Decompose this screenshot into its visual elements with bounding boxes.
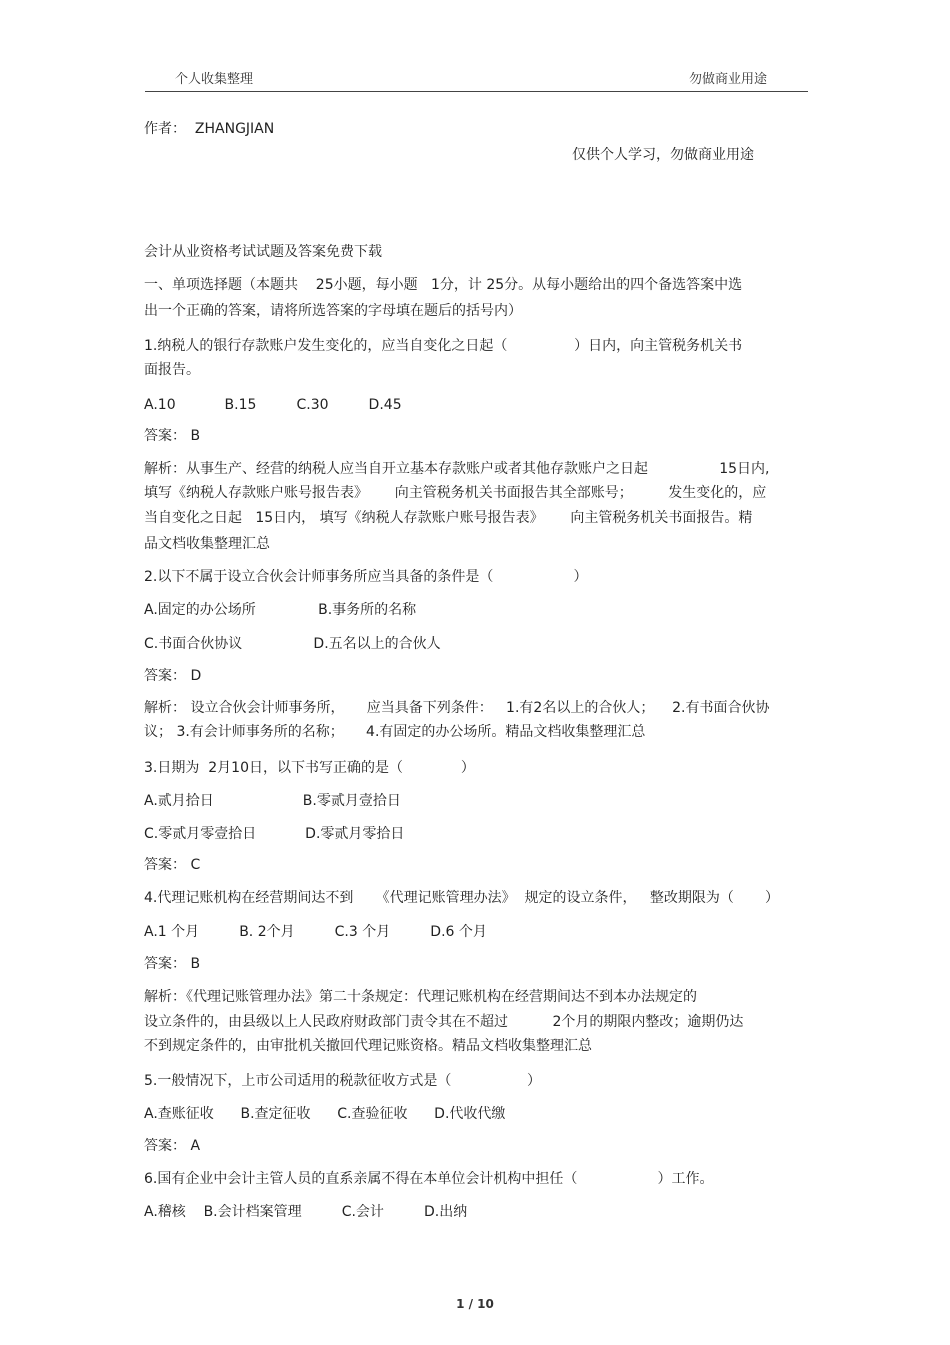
q5-answer: 答案： A (144, 1138, 201, 1154)
header-left: 个人收集整理 (175, 72, 254, 87)
q1-analysis-line-1: 解析：从事生产、经营的纳税人应当自开立基本存款账户或者其他存款账户之日起 15日内, (144, 461, 770, 477)
q5-stem: 5.一般情况下，上市公司适用的税款征收方式是（ ） (144, 1073, 542, 1089)
q2-options-line-2: C.书面合伙协议 D.五名以上的合伙人 (144, 636, 441, 652)
q3-options-line-2: C.零贰月零壹拾日 D.零贰月零拾日 (144, 826, 405, 842)
q3-options-line-1: A.贰月拾日 B.零贰月壹拾日 (144, 793, 401, 809)
q4-options: A.1 个月 B. 2个月 C.3 个月 D.6 个月 (144, 924, 487, 940)
q2-analysis-line-2: 议； 3.有会计师事务所的名称； 4.有固定的办公场所。精品文档收集整理汇总 (144, 724, 646, 740)
q2-options-line-1: A.固定的办公场所 B.事务所的名称 (144, 602, 417, 618)
q1-analysis-line-2: 填写《纳税人存款账户账号报告表》 向主管税务机关书面报告其全部账号； 发生变化的，应 (144, 485, 767, 501)
author-line: 作者： ZHANGJIAN (144, 121, 275, 137)
q1-analysis-line-3: 当自变化之日起 15日内， 填写《纳税人存款账户账号报告表》 向主管税务机关书面报告。精 (144, 510, 753, 526)
page-number: 1 / 10 (456, 1297, 494, 1311)
usage-notice: 仅供个人学习，勿做商业用途 (572, 147, 754, 163)
header-right: 勿做商业用途 (689, 72, 768, 87)
document-title: 会计从业资格考试试题及答案免费下载 (144, 244, 382, 260)
q1-answer: 答案： B (144, 428, 201, 444)
q4-analysis-line-2: 设立条件的，由县级以上人民政府财政部门责令其在不超过 2个月的期限内整改；逾期仍达 (144, 1014, 744, 1030)
q2-analysis-line-1: 解析： 设立合伙会计师事务所， 应当具备下列条件： 1.有2名以上的合伙人； 2.有书面合伙协 (144, 700, 770, 716)
q4-stem: 4.代理记账机构在经营期间达不到 《代理记账管理办法》 规定的设立条件， 整改期限为（ ） (144, 890, 780, 906)
q6-options: A.稽核 B.会计档案管理 C.会计 D.出纳 (144, 1204, 468, 1220)
q4-analysis-line-3: 不到规定条件的，由审批机关撤回代理记账资格。精品文档收集整理汇总 (144, 1038, 592, 1054)
q3-answer: 答案： C (144, 857, 201, 873)
q1-options: A.10 B.15 C.30 D.45 (144, 397, 402, 413)
q6-stem: 6.国有企业中会计主管人员的直系亲属不得在本单位会计机构中担任（ ）工作。 (144, 1171, 714, 1187)
q3-stem: 3.日期为 2月10日，以下书写正确的是（ ） (144, 760, 475, 776)
q2-stem: 2.以下不属于设立合伙会计师事务所应当具备的条件是（ ） (144, 569, 588, 585)
q1-analysis-line-4: 品文档收集整理汇总 (144, 536, 270, 552)
q5-options: A.查账征收 B.查定征收 C.查验征收 D.代收代缴 (144, 1106, 506, 1122)
q4-answer: 答案： B (144, 956, 201, 972)
q4-analysis-line-1: 解析：《代理记账管理办法》第二十条规定：代理记账机构在经营期间达不到本办法规定的 (144, 989, 697, 1005)
section-intro-line-1: 一、单项选择题（本题共 25小题，每小题 1分，计 25分。从每小题给出的四个备选答案中选 (144, 277, 743, 293)
header-divider (145, 91, 808, 92)
q2-answer: 答案： D (144, 668, 202, 684)
q1-stem-line-2: 面报告。 (144, 362, 200, 378)
q1-stem-line-1: 1.纳税人的银行存款账户发生变化的，应当自变化之日起（ ）日内，向主管税务机关书 (144, 338, 743, 354)
section-intro-line-2: 出一个正确的答案，请将所选答案的字母填在题后的括号内） (144, 303, 522, 319)
